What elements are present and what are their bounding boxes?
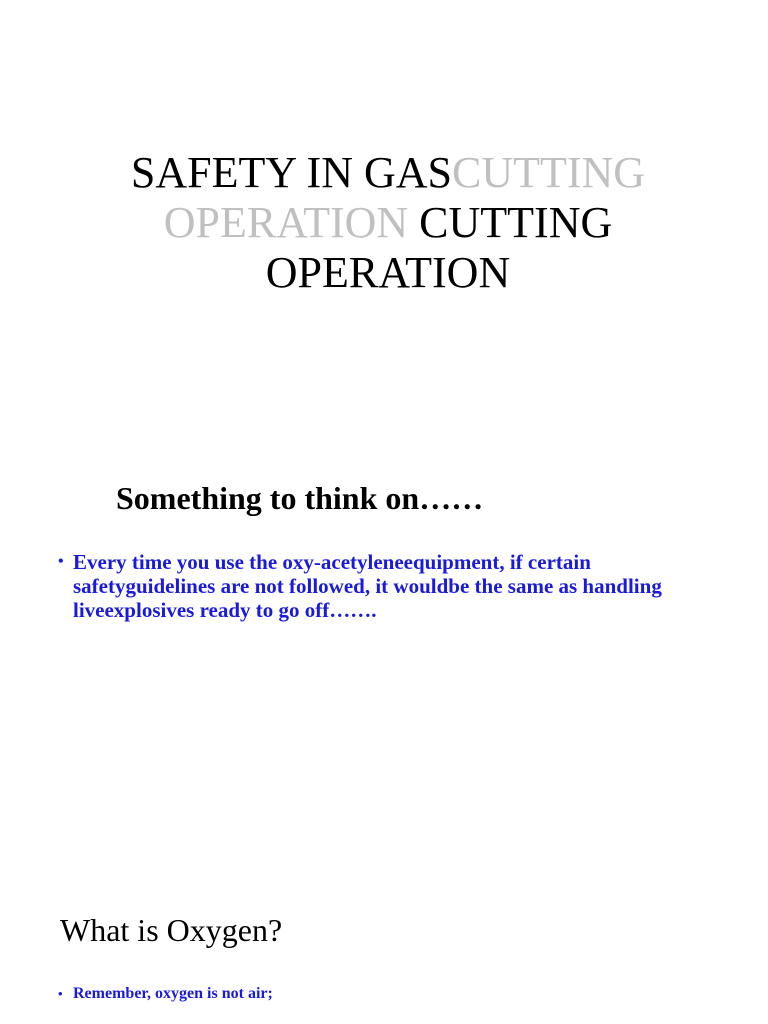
slide3-heading: What is Oxygen? — [60, 912, 283, 948]
bullet-text: Remember, oxygen is not air; — [73, 985, 273, 1002]
slide2-heading: Something to think on…… — [116, 480, 484, 516]
title-text: CUTTING — [419, 198, 613, 247]
slide-title — [0, 148, 768, 298]
bullet-line: Every time you use the oxy-acetyleneequipment, if certain — [73, 550, 591, 574]
title-line-3: OPERATION — [265, 248, 511, 297]
bullet-line: liveexplosives ready to go off……. — [73, 598, 377, 622]
bullet-row — [58, 550, 738, 622]
title-line-1 — [0, 148, 768, 198]
slide2-bullet — [58, 550, 738, 622]
bullet-line: safetyguidelines are not followed, it wouldbe the same as handling — [73, 574, 662, 598]
bullet-text — [73, 550, 738, 622]
bullet-point-icon: • — [58, 986, 63, 1001]
title-faded-text: OPERATION — [163, 198, 409, 247]
slide3-bullet — [58, 982, 273, 1006]
title-text: SAFETY IN GAS — [130, 148, 452, 197]
title-faded-text: CUTTING — [451, 148, 646, 197]
title-line-2 — [0, 198, 768, 248]
bullet-point-icon: • — [58, 553, 64, 570]
